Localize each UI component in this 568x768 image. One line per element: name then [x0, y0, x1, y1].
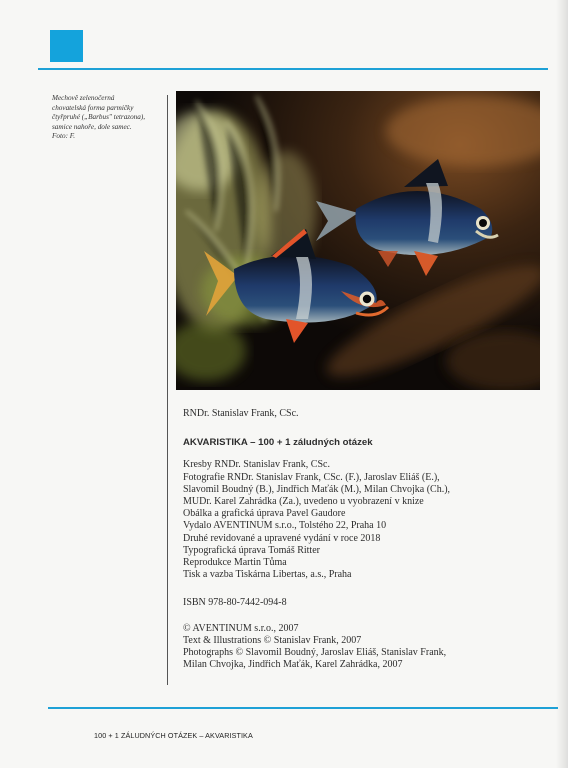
- copyright-line: Milan Chvojka, Jindřich Maťák, Karel Zahrádka, 2007: [183, 659, 403, 671]
- credit-line: Reprodukce Martin Tůma: [183, 557, 287, 569]
- credits-block: [183, 459, 543, 581]
- fish-photo-illustration: [176, 91, 540, 390]
- book-title: [183, 437, 543, 449]
- caption-line: samice nahoře, dole samec.: [52, 122, 132, 131]
- bottom-rule: [48, 707, 558, 709]
- running-footer: 100 + 1 ZÁLUDNÝCH OTÁZEK – AKVARISTIKA: [94, 731, 253, 740]
- fish-photo: [176, 91, 540, 390]
- caption-line: chovatelská forma parmičky: [52, 103, 134, 112]
- credit-line: Obálka a grafická úprava Pavel Gaudore: [183, 508, 346, 520]
- photo-caption: [52, 94, 164, 142]
- caption-line: čtyřpruhé („Barbus" tetrazona),: [52, 113, 146, 122]
- page-edge-shadow: [556, 0, 568, 768]
- book-title-sub: záludných otázek: [293, 437, 373, 449]
- credit-line: Druhé revidované a upravené vydání v roce 2018: [183, 532, 381, 544]
- credit-line: MUDr. Karel Zahrádka (Za.), uvedeno u vyobrazení v knize: [183, 496, 424, 508]
- copyright-line: © AVENTINUM s.r.o., 2007: [183, 622, 299, 634]
- vertical-rule: [167, 95, 168, 685]
- copyright-block: [183, 623, 543, 672]
- colophon: [183, 408, 543, 671]
- isbn: ISBN 978-80-7442-094-8: [183, 597, 287, 609]
- credit-line: Tisk a vazba Tiskárna Libertas, a.s., Praha: [183, 569, 352, 581]
- copyright-line: Photographs © Slavomil Boudný, Jaroslav Eliáš, Stanislav Frank,: [183, 647, 447, 659]
- book-title-main: AKVARISTIKA – 100 + 1: [183, 437, 291, 449]
- credit-line: Vydalo AVENTINUM s.r.o., Tolstého 22, Praha 10: [183, 520, 387, 532]
- accent-square: [50, 30, 83, 62]
- credit-line: Fotografie RNDr. Stanislav Frank, CSc. (F.), Jaroslav Eliáš (E.),: [183, 471, 440, 483]
- top-rule: [38, 68, 548, 70]
- credit-line: Typografická úprava Tomáš Ritter: [183, 544, 320, 556]
- author-name: RNDr. Stanislav Frank, CSc.: [183, 408, 299, 419]
- caption-line: Mechově zelenočerná: [52, 94, 115, 102]
- copyright-line: Text & Illustrations © Stanislav Frank, 2007: [183, 634, 362, 646]
- caption-line: Foto: F.: [52, 132, 76, 141]
- credit-line: Kresby RNDr. Stanislav Frank, CSc.: [183, 459, 330, 471]
- credit-line: Slavomil Boudný (B.), Jindřich Maťák (M.), Milan Chvojka (Ch.),: [183, 483, 451, 495]
